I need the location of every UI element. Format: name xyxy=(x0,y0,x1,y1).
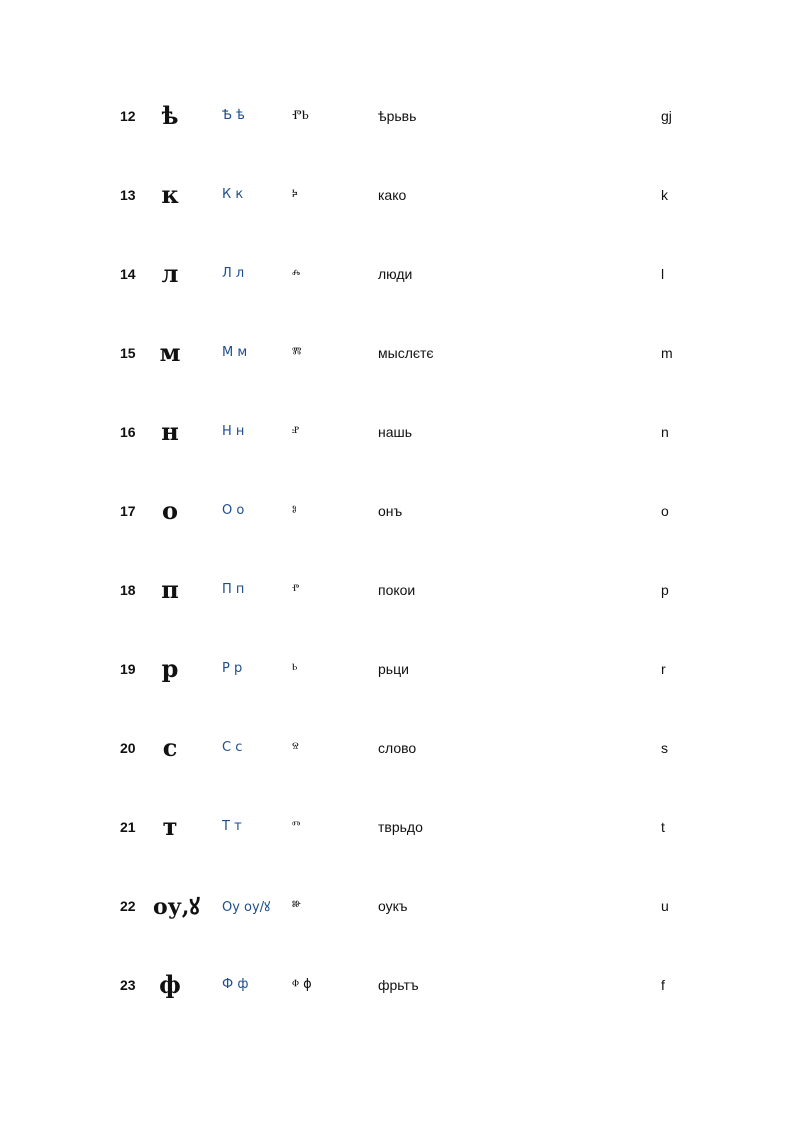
letter-number: 12 xyxy=(120,107,136,124)
old-cyrillic-glyph: о xyxy=(161,496,178,525)
latin-transliteration: gj xyxy=(661,107,672,124)
letter-name: како xyxy=(378,186,407,203)
letter-number: 15 xyxy=(120,344,136,361)
old-cyrillic-glyph: ф xyxy=(159,970,181,999)
cyrillic-letter: Т т xyxy=(222,819,242,834)
glagolitic-letter: ⱂ xyxy=(292,582,300,597)
table-row xyxy=(0,392,800,471)
old-cyrillic-glyph: л xyxy=(161,259,179,288)
table-row xyxy=(0,708,800,787)
old-cyrillic-glyph: оу,ꙋ xyxy=(153,893,200,920)
letter-number: 21 xyxy=(120,818,136,835)
latin-transliteration: t xyxy=(661,818,665,835)
table-row xyxy=(0,629,800,708)
glagolitic-letter: ⰿ xyxy=(292,345,302,360)
glagolitic-letter: ⱅ xyxy=(292,819,301,834)
table-row xyxy=(0,76,800,155)
cyrillic-letter: Ѣ ѣ xyxy=(222,108,245,123)
old-cyrillic-glyph: р xyxy=(161,654,179,683)
letter-name: покои xyxy=(378,581,416,598)
letter-number: 17 xyxy=(120,502,136,519)
cyrillic-letter: М м xyxy=(222,345,248,360)
table-row xyxy=(0,155,800,234)
old-cyrillic-glyph: ѣ xyxy=(161,101,179,130)
letter-name: нашь xyxy=(378,423,413,440)
glagolitic-letter: ⱇ ɸ xyxy=(292,977,312,992)
table-row xyxy=(0,550,800,629)
cyrillic-letter: Ф ф xyxy=(222,977,249,992)
glagolitic-letter: ⱀ xyxy=(292,424,300,439)
table-row xyxy=(0,234,800,313)
latin-transliteration: k xyxy=(661,186,668,203)
table-row xyxy=(0,471,800,550)
latin-transliteration: u xyxy=(661,897,669,914)
glagolitic-letter: ⱁ xyxy=(292,503,297,518)
glagolitic-letter: ⰾ xyxy=(292,266,301,281)
letter-number: 23 xyxy=(120,976,136,993)
old-cyrillic-glyph: с xyxy=(162,733,178,762)
cyrillic-letter: Р р xyxy=(222,661,243,676)
old-cyrillic-glyph: м xyxy=(159,338,181,367)
letter-number: 20 xyxy=(120,739,136,756)
letter-number: 13 xyxy=(120,186,136,203)
glagolitic-letter: ⱃ xyxy=(292,661,298,676)
table-row xyxy=(0,866,800,945)
table-row xyxy=(0,787,800,866)
latin-transliteration: r xyxy=(661,660,666,677)
latin-transliteration: p xyxy=(661,581,669,598)
letter-name: слово xyxy=(378,739,417,756)
glagolitic-letter: ⱆ xyxy=(292,898,301,913)
table-row xyxy=(0,313,800,392)
letter-name: оукъ xyxy=(378,897,408,914)
letter-name: фрьтъ xyxy=(378,976,419,993)
letter-number: 16 xyxy=(120,423,136,440)
letter-name: тврьдо xyxy=(378,818,423,835)
letter-name: мыслєтє xyxy=(378,344,434,361)
latin-transliteration: l xyxy=(661,265,665,282)
cyrillic-letter: С с xyxy=(222,740,243,755)
old-cyrillic-glyph: т xyxy=(162,812,178,841)
letter-number: 14 xyxy=(120,265,136,282)
letter-name: люди xyxy=(378,265,413,282)
glagolitic-letter: ⰽ xyxy=(292,187,298,202)
letter-number: 18 xyxy=(120,581,136,598)
letter-number: 19 xyxy=(120,660,136,677)
latin-transliteration: f xyxy=(661,976,665,993)
latin-transliteration: m xyxy=(661,344,673,361)
cyrillic-letter: Л л xyxy=(222,266,245,281)
cyrillic-letter: К к xyxy=(222,187,244,202)
letter-name: рьци xyxy=(378,660,409,677)
glagolitic-letter: ⱄ xyxy=(292,740,299,755)
old-cyrillic-glyph: п xyxy=(161,575,179,604)
cyrillic-letter: Н н xyxy=(222,424,245,439)
letter-name: онъ xyxy=(378,502,403,519)
cyrillic-letter: Оу оу/ꙋ xyxy=(222,899,271,915)
old-cyrillic-glyph: н xyxy=(161,417,179,446)
cyrillic-letter: П п xyxy=(222,582,245,597)
latin-transliteration: n xyxy=(661,423,669,440)
alphabet-table xyxy=(0,76,800,1024)
table-row xyxy=(0,945,800,1024)
latin-transliteration: o xyxy=(661,502,669,519)
letter-number: 22 xyxy=(120,897,136,914)
latin-transliteration: s xyxy=(661,739,668,756)
glagolitic-letter: ⰒⰓ xyxy=(292,108,309,123)
letter-name: ѣрьвь xyxy=(378,107,417,124)
cyrillic-letter: О о xyxy=(222,503,245,518)
old-cyrillic-glyph: к xyxy=(161,180,179,209)
